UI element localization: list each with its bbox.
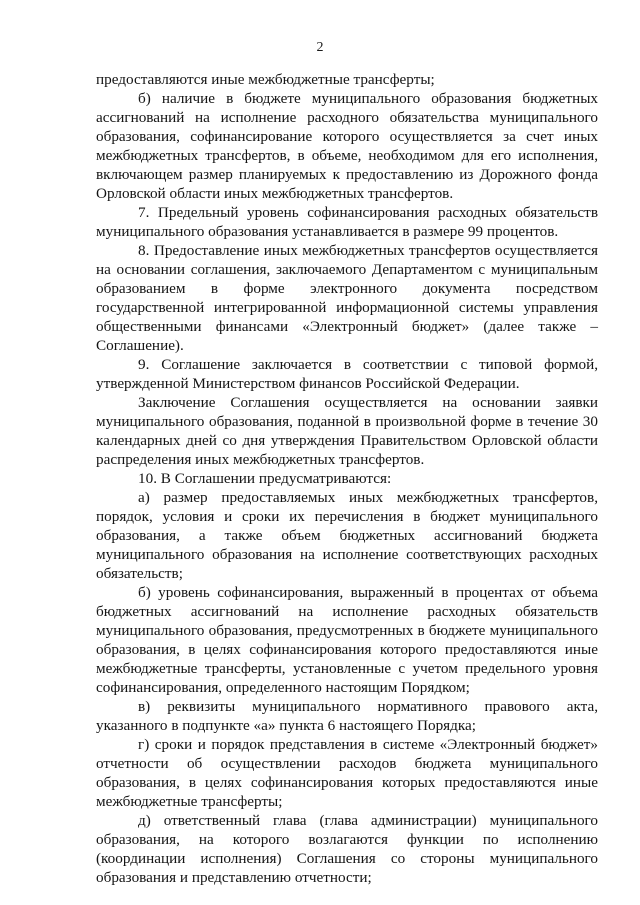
- paragraph: 7. Предельный уровень софинансирования расходных обязательств муниципального образования устанавливается в размере 99 процентов.: [96, 204, 598, 240]
- paragraph: 9. Соглашение заключается в соответствии с типовой формой, утвержденной Министерством финансов Российской Федерации.: [96, 356, 598, 392]
- document-body: [96, 70, 598, 887]
- paragraph: б) уровень софинансирования, выраженный в процентах от объема бюджетных ассигнований на исполнение расходных обязательств муниципального образования, предусмотренных в бюджете муниципального образования, в целях софинансирования которого предоставляются иные межбюджетные трансферты, установленные с учетом предельного уровня софинансирования, определенного настоящим Порядком;: [96, 584, 598, 696]
- paragraph: 8. Предоставление иных межбюджетных трансфертов осуществляется на основании соглашения, заключаемого Департаментом с муниципальным образованием в форме электронного документа посредством государственной интегрированной информационной системы управления общественными финансами «Электронный бюджет» (далее также – Соглашение).: [96, 242, 598, 354]
- paragraph: б) наличие в бюджете муниципального образования бюджетных ассигнований на исполнение расходного обязательства муниципального образования, софинансирование которого осуществляется за счет иных межбюджетных трансфертов, в объеме, необходимом для его исполнения, включающем размер планируемых к предоставлению из Дорожного фонда Орловской области иных межбюджетных трансфертов.: [96, 90, 598, 202]
- paragraph: в) реквизиты муниципального нормативного правового акта, указанного в подпункте «а» пункта 6 настоящего Порядка;: [96, 698, 598, 734]
- paragraph: 10. В Соглашении предусматриваются:: [138, 470, 392, 487]
- paragraph: Заключение Соглашения осуществляется на основании заявки муниципального образования, поданной в произвольной форме в течение 30 календарных дней со дня утверждения Правительством Орловской области распределения иных межбюджетных трансфертов.: [96, 394, 598, 468]
- page-number: 2: [316, 40, 324, 55]
- paragraph: а) размер предоставляемых иных межбюджетных трансфертов, порядок, условия и сроки их перечисления в бюджет муниципального образования, а также объем бюджетных ассигнований бюджета муниципального образования на исполнение соответствующих расходных обязательств;: [96, 489, 598, 582]
- paragraph: г) сроки и порядок представления в системе «Электронный бюджет» отчетности об осуществлении расходов бюджета муниципального образования, в целях софинансирования которых предоставляются иные межбюджетные трансферты;: [96, 736, 598, 810]
- paragraph: предоставляются иные межбюджетные трансферты;: [96, 71, 435, 88]
- paragraph: д) ответственный глава (глава администрации) муниципального образования, на которого возлагаются функции по исполнению (координации исполнения) Соглашения со стороны муниципального образования и представлению отчетности;: [96, 812, 598, 886]
